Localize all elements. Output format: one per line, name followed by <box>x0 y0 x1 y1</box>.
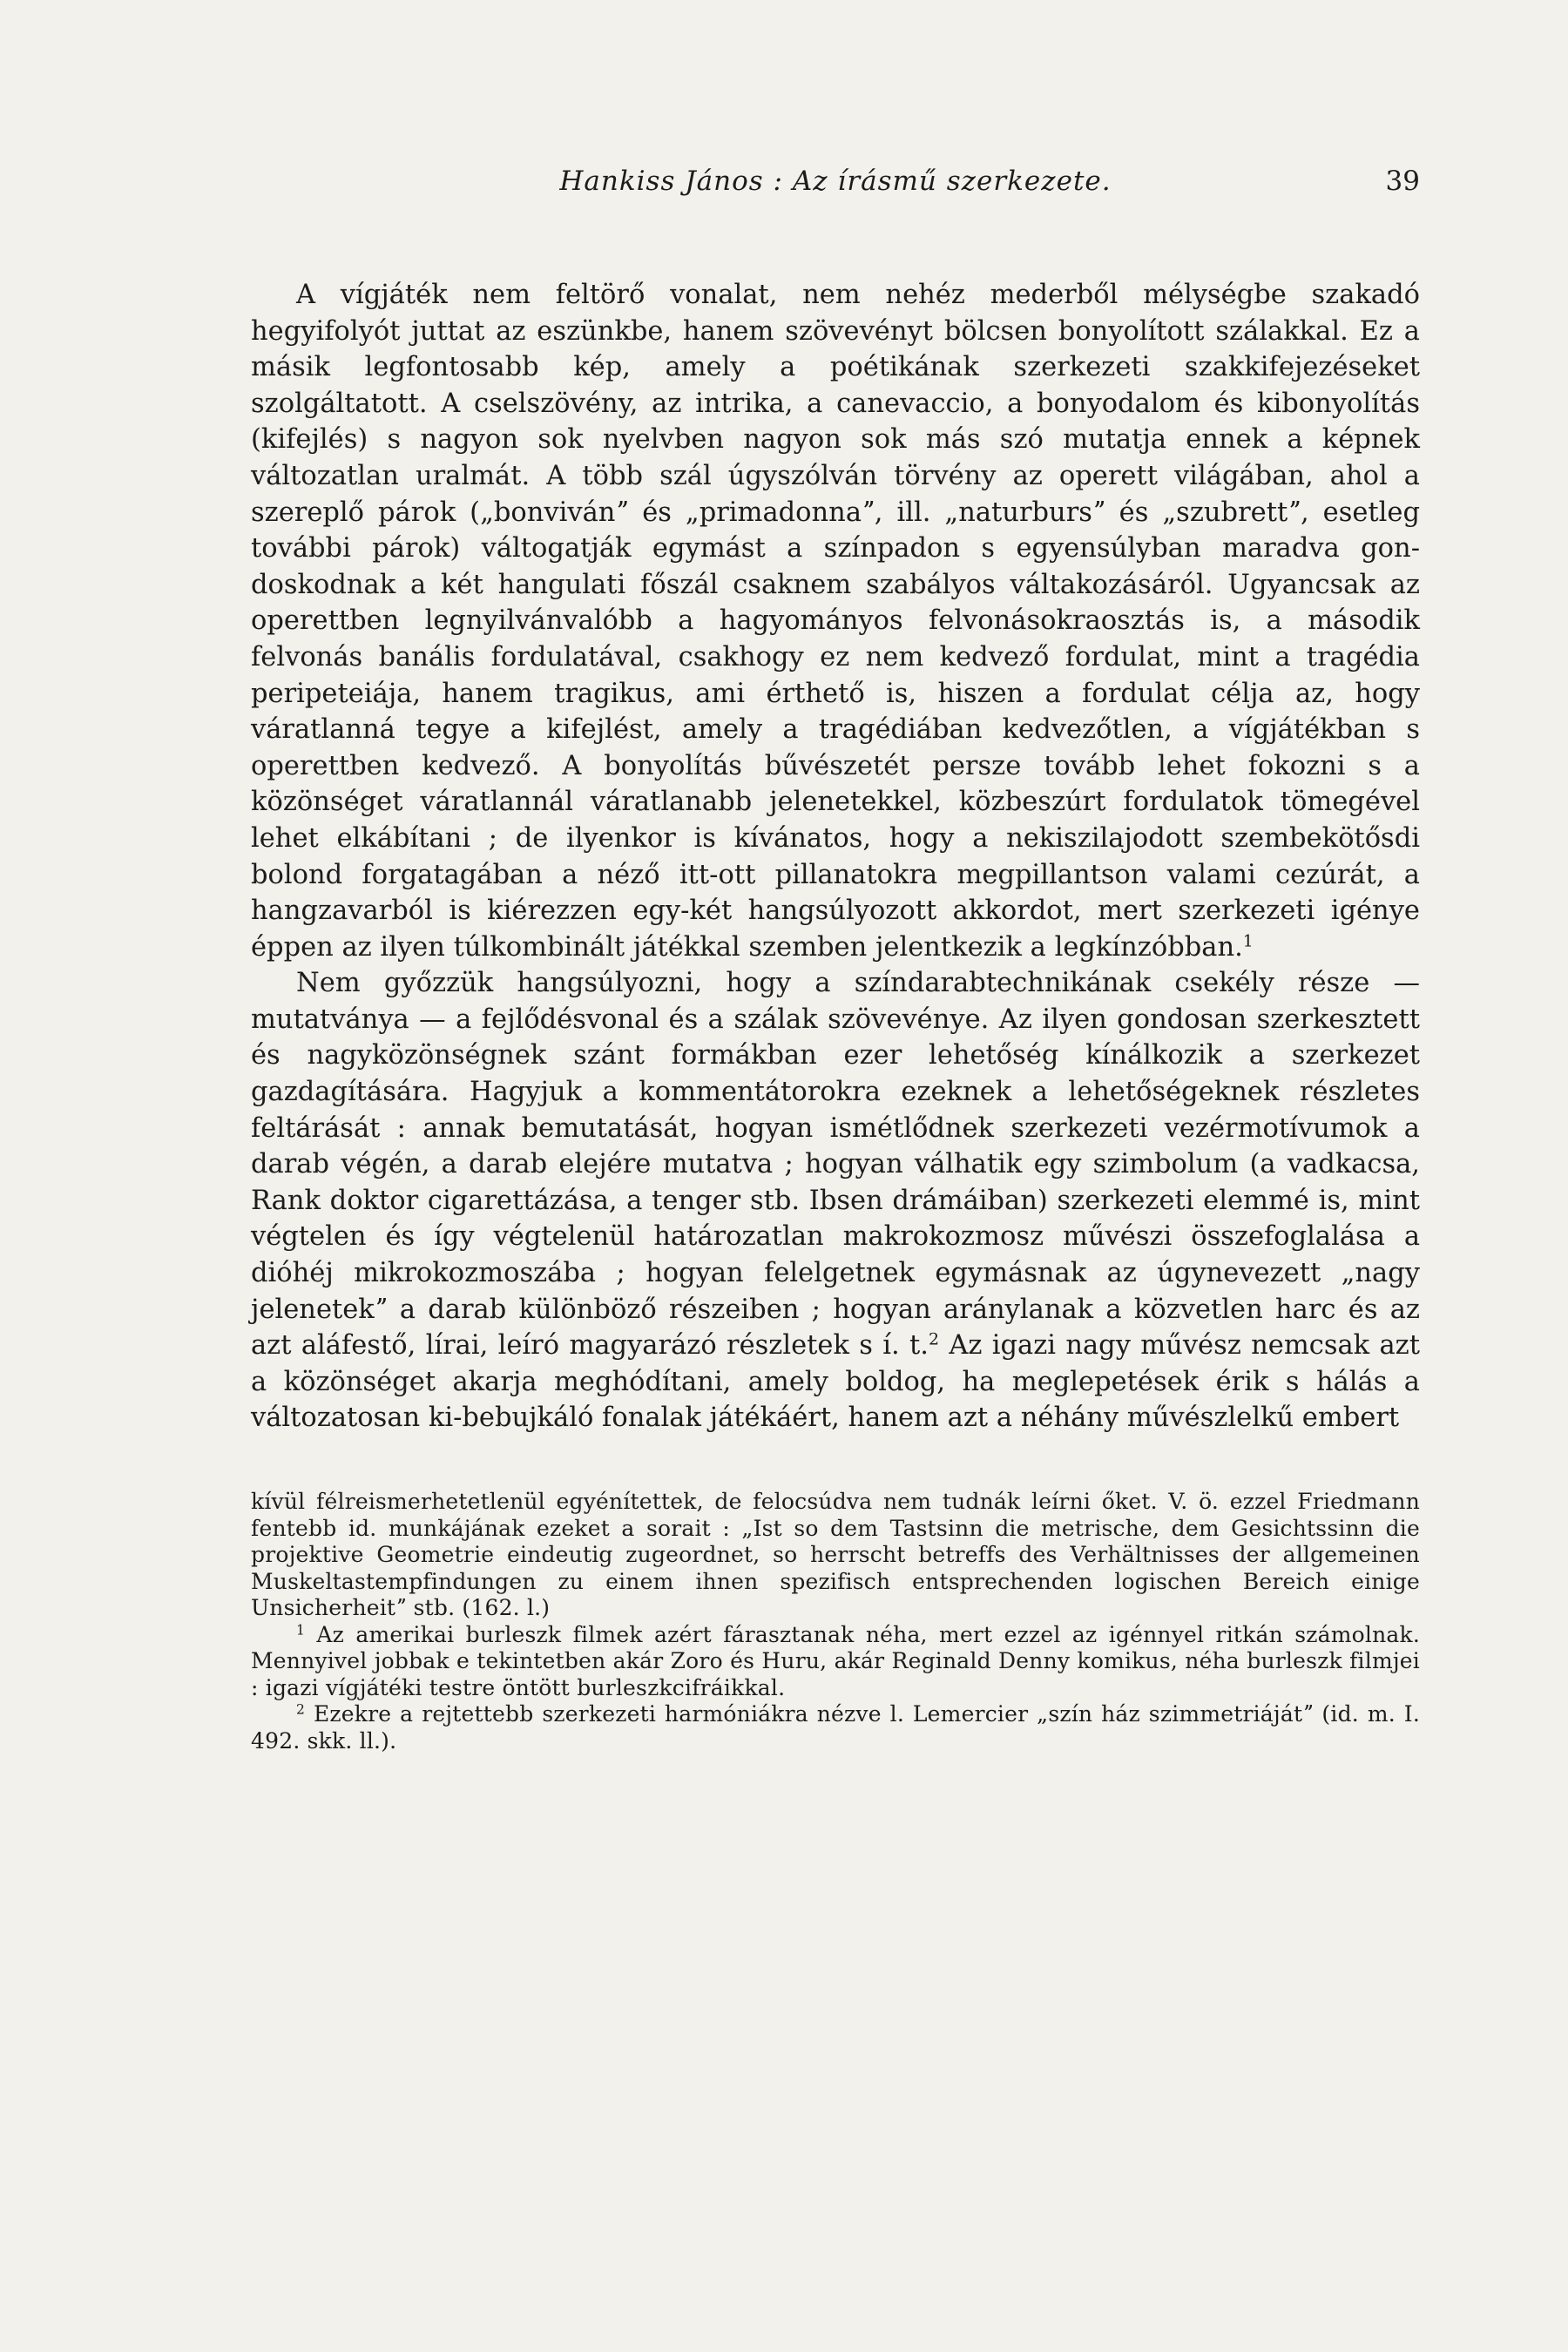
page-number: 39 <box>1385 166 1420 197</box>
paragraph-text: Nem győzzük hangsúlyozni, hogy a színdarabtechnikának csekély része — mutatványa — a fejlődésvonal és a szálak szövevénye. Az ilyen gondosan szerkesztett és nagyközönségnek szánt formákban ezer lehetőség kínálkozik a szerkezet gazdagítására. Hagyjuk a kommentátorokra ezeknek a lehetőségeknek részletes feltárását : annak bemutatását, hogyan ismétlődnek szerkezeti vezérmotívumok a darab végén, a darab elejére mutatva ; hogyan válhatik egy szimbolum (a vadkacsa, Rank doktor cigarettázása, a tenger stb. Ibsen drámáiban) szerkezeti elemmé is, mint végtelen és így végtelenül határozatlan makrokozmosz művészi összefoglalása a dióhéj mikrokozmoszába ; hogyan felelgetnek egymásnak az úgynevezett „nagy jelenetekˮ a darab különböző részeiben ; hogyan aránylanak a közvetlen harc és az azt aláfestő, lírai, leíró magyarázó részletek s í. t. <box>251 968 1420 1362</box>
footnote <box>251 1701 1420 1754</box>
footnote-text: Az amerikai burleszk filmek azért fárasztanak néha, mert ezzel az igénnyel ritkán számolnak. Mennyivel jobbak e tekintetben akár Zoro és Huru, akár Reginald Denny komikus, néha burleszk filmjei : igazi vígjátéki testre öntött burleszkcifráikkal. <box>251 1621 1420 1700</box>
running-title: Hankiss János : Az írásmű szerkezete. <box>559 166 1112 197</box>
footnote <box>251 1622 1420 1702</box>
paragraph <box>251 965 1420 1436</box>
paragraph-text: A vígjáték nem feltörő vonalat, nem nehéz mederből mélységbe szakadó hegyifolyót juttat az eszünkbe, hanem szövevényt bölcsen bonyolított szálakkal. Ez a másik legfontosabb kép, amely a poétikának szerkezeti szakkifejezéseket szolgáltatott. A cselszövény, az intrika, a canevaccio, a bonyodalom és kibonyolítás (kifejlés) s nagyon sok nyelvben nagyon sok más szó mutatja ennek a képnek változatlan uralmát. A több szál úgyszólván törvény az operett világában, ahol a szereplő párok („bonvivánˮ és „primadonnaˮ, ill. „naturbursˮ és „szubrettˮ, esetleg további párok) váltogatják egymást a színpadon s egyensúlyban maradva gondoskodnak a két hangulati főszál csaknem szabályos váltakozásáról. Ugyancsak az operettben legnyilvánvalóbb a hagyományos felvonásokraosztás is, a második felvonás banális fordulatával, csakhogy ez nem kedvező fordulat, mint a tragédia peripeteiája, hanem tragikus, ami érthető is, hiszen a fordulat célja az, hogy váratlanná tegye a kifejlést, amely a tragédiában kedvezőtlen, a vígjátékban s operettben kedvező. A bonyolítás bűvészetét persze tovább lehet fokozni s a közönséget váratlannál váratlanabb jelenetekkel, közbeszúrt fordulatok tömegével lehet elkábítani ; de ilyenkor is kívánatos, hogy a nekiszilajodott szembekötősdi bolond forgatagában a néző itt-ott pillanatokra megpillantson valami cezúrát, a hangzavarból is kiérezzen egy-két hangsúlyozott akkordot, mert szerkezeti igénye éppen az ilyen túlkombinált játékkal szemben jelentkezik a legkínzóbban. <box>251 280 1420 963</box>
footnotes <box>251 1489 1420 1754</box>
footnote-marker: 1 <box>296 1621 306 1638</box>
footnote-marker: 2 <box>296 1701 306 1718</box>
paragraph <box>251 277 1420 965</box>
running-head <box>251 166 1420 218</box>
main-text <box>251 277 1420 1436</box>
footnote-text: Ezekre a rejtettebb szerkezeti harmóniákra nézve l. Lemercier „szín ház szimmetriájátˮ (id. m. I. 492. skk. ll.). <box>251 1701 1420 1754</box>
footnote-text: kívül félreismerhetetlenül egyénítettek, de felocsúdva nem tudnák leírni őket. V. ö. ezzel Friedmann fentebb id. munkájának ezeket a sorait : „Ist so dem Tastsinn die metrische, dem Gesichtssinn die projektive Geometrie eindeutig zugeordnet, so herrscht betreffs des Verhältnisses der allgemeinen Muskeltastempfindungen zu einem ihnen spezifisch entsprechenden logischen Bereich einige Unsicherheitˮ stb. (162. l.) <box>251 1489 1420 1620</box>
book-page <box>251 166 1420 1754</box>
paragraph-text: Az igazi nagy művész nemcsak azt a közönséget akarja meghódítani, amely boldog, ha meglepetések érik s hálás a változatosan ki-bebujkáló fonalak játékáért, hanem azt a néhány művészlelkű embert <box>251 1330 1420 1434</box>
footnote-continuation <box>251 1489 1420 1622</box>
footnote-reference: 2 <box>928 1329 939 1349</box>
footnote-reference: 1 <box>1242 931 1254 951</box>
